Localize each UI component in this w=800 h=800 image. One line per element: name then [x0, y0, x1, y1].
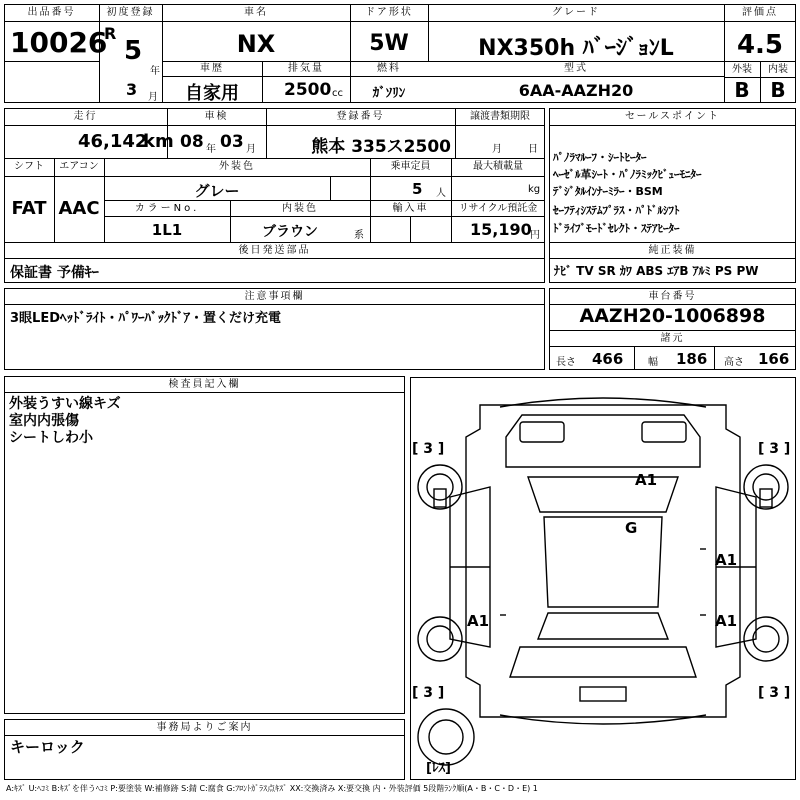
mark-hood: A1: [635, 471, 658, 489]
car-damage-diagram: [410, 377, 796, 780]
inspector-note-2: 室内内張傷: [9, 413, 79, 429]
inspection-label: 車検: [204, 111, 229, 122]
sales-point-1: ﾊﾟﾉﾗﾏﾙｰﾌ・ｼｰﾄﾋｰﾀｰ: [553, 151, 647, 164]
sales-point-2: ﾍｰｾﾞﾙ革ｼｰﾄ・ﾊﾟﾉﾗﾐｯｸﾋﾞｭｰﾓﾆﾀｰ: [553, 168, 702, 181]
color-number-label: カラーNo.: [134, 203, 200, 214]
history: 自家用: [185, 83, 239, 104]
capacity: 5: [412, 180, 423, 198]
mark-right-front-door: A1: [715, 551, 738, 569]
model-code: 6AA-AAZH20: [518, 81, 634, 100]
height: 166: [758, 350, 790, 368]
sales-point-4: ｾｰﾌﾃｨｼｽﾃﾑﾌﾟﾗｽ・ﾊﾟﾄﾞﾙｼﾌﾄ: [553, 204, 680, 217]
month-unit: 月: [148, 92, 158, 103]
mileage-label: 走行: [73, 111, 98, 122]
displacement-label: 排気量: [288, 63, 324, 74]
interior-color-unit: 系: [354, 230, 364, 241]
exterior-color-label: 外装色: [219, 161, 255, 172]
mark-windshield: G: [625, 519, 638, 537]
car-name-label: 車名: [244, 7, 268, 18]
inspection-month: 03: [220, 132, 244, 152]
model-label: 型式: [564, 63, 588, 74]
transfer-day-unit: 日: [528, 144, 538, 155]
chassis-number: AAZH20-1006898: [579, 305, 766, 327]
width: 186: [676, 350, 708, 368]
legend: A:ｷｽﾞ U:ﾍｺﾐ B:ｷｽﾞを伴うﾍｺﾐ P:要塗装 W:補修跡 S:錆 C:腐食 G:ﾌﾛﾝﾄｶﾞﾗｽ点ｷｽﾞ XX:交換済み X:要交換 内・外装評価 5段階ﾗﾝｸ順(A・B・C・D・E) 1: [6, 784, 538, 793]
lot-number: 10026: [10, 26, 108, 59]
mileage-unit: km: [143, 131, 174, 152]
plate-number: 熊本 335ス2500: [311, 137, 451, 157]
ac-label: エアコン: [59, 161, 99, 172]
history-label: 車歴: [200, 63, 224, 74]
year-unit: 年: [150, 66, 160, 77]
equipment-label: 純正装備: [648, 245, 697, 256]
exterior-label: 外装: [732, 64, 752, 75]
caution-text: 3眼LEDﾍｯﾄﾞﾗｲﾄ・ﾊﾟﾜｰﾊﾞｯｸﾄﾞｱ・置くだけ充電: [10, 311, 282, 326]
plate-label: 登録番号: [336, 111, 385, 122]
exterior-grade: B: [734, 78, 750, 102]
score: 4.5: [736, 30, 784, 60]
max-load-unit: kg: [528, 184, 541, 195]
registration-month: 3: [126, 80, 138, 99]
tire-rear-left: [ 3 ]: [412, 685, 445, 701]
sales-point-5: ﾄﾞﾗｲﾌﾞﾓｰﾄﾞｾﾚｸﾄ・ｽﾃｱﾋｰﾀｰ: [553, 222, 680, 235]
recycle-fee: 15,190: [470, 220, 532, 239]
car-name: NX: [236, 30, 276, 58]
grade: NX350h ﾊﾞｰｼﾞｮﾝL: [478, 36, 674, 61]
inspection-month-unit: 月: [246, 144, 256, 155]
height-label: 高さ: [724, 357, 744, 368]
tire-rear-right: [ 3 ]: [758, 685, 791, 701]
lot-number-label: 出品番号: [27, 7, 76, 18]
transfer-deadline-label: 譲渡書類期限: [470, 111, 530, 122]
mark-right-rear-door: A1: [715, 612, 738, 630]
equipment: ﾅﾋﾞ TV SR ｶﾜ ABS ｴｱB ｱﾙﾐ PS PW: [554, 264, 759, 278]
registration-year: 5: [124, 36, 143, 66]
tire-front-right: [ 3 ]: [758, 441, 791, 457]
inspector-note-3: シートしわ小: [9, 430, 93, 446]
fuel: ｶﾞｿﾘﾝ: [372, 86, 406, 101]
interior-color-label: 内装色: [282, 203, 318, 214]
mark-left-rear-door: A1: [467, 612, 490, 630]
later-parts-label: 後日発送部品: [238, 245, 311, 256]
air-conditioner: AAC: [58, 198, 100, 219]
width-label: 幅: [648, 357, 658, 368]
length-label: 長さ: [556, 357, 576, 368]
capacity-label: 乗車定員: [390, 161, 431, 172]
inspection-year-unit: 年: [206, 144, 216, 155]
inspector-note-1: 外装うすい線キズ: [9, 396, 121, 412]
capacity-unit: 人: [436, 188, 446, 199]
first-registration-label: 初度登録: [106, 7, 155, 18]
grade-label: グレード: [552, 7, 600, 18]
length: 466: [592, 350, 624, 368]
transfer-month-unit: 月: [492, 144, 502, 155]
interior-color: ブラウン: [262, 224, 318, 240]
inspector-label: 検査員記入欄: [168, 379, 241, 390]
chassis-label: 車台番号: [648, 291, 697, 302]
fuel-label: 燃料: [377, 63, 401, 74]
score-label: 評価点: [742, 7, 778, 18]
door-type: 5W: [369, 31, 409, 56]
max-load-label: 最大積載量: [473, 161, 523, 172]
tire-front-left: [ 3 ]: [412, 441, 445, 457]
sales-points-label: セールスポイント: [624, 111, 721, 122]
import-label: 輸入車: [392, 203, 429, 214]
displacement: 2500: [284, 80, 332, 100]
sales-point-3: ﾃﾞｼﾞﾀﾙｲﾝﾅｰﾐﾗｰ・BSM: [553, 185, 663, 198]
interior-label: 内装: [768, 64, 788, 75]
color-number: 1L1: [151, 221, 183, 239]
inspection-year: 08: [180, 132, 204, 152]
recycle-unit: 円: [530, 230, 540, 241]
later-parts: 保証書 予備ｷｰ: [10, 265, 99, 281]
dimensions-label: 諸元: [660, 333, 685, 344]
shift: FAT: [11, 198, 47, 219]
mileage: 46,142: [78, 131, 148, 152]
spare-tire: [ﾚｽ]: [426, 761, 451, 776]
recycle-label: リサイクル預託金: [458, 203, 538, 214]
caution-label: 注意事項欄: [244, 291, 305, 302]
era: R: [104, 24, 117, 43]
door-type-label: ドア形状: [365, 7, 413, 18]
displacement-unit: cc: [332, 88, 343, 99]
shift-label: シフト: [14, 161, 44, 172]
interior-grade: B: [770, 78, 786, 102]
exterior-color: グレー: [194, 182, 240, 200]
office-text: キーロック: [10, 738, 85, 756]
office-label: 事務局よりご案内: [156, 722, 253, 733]
